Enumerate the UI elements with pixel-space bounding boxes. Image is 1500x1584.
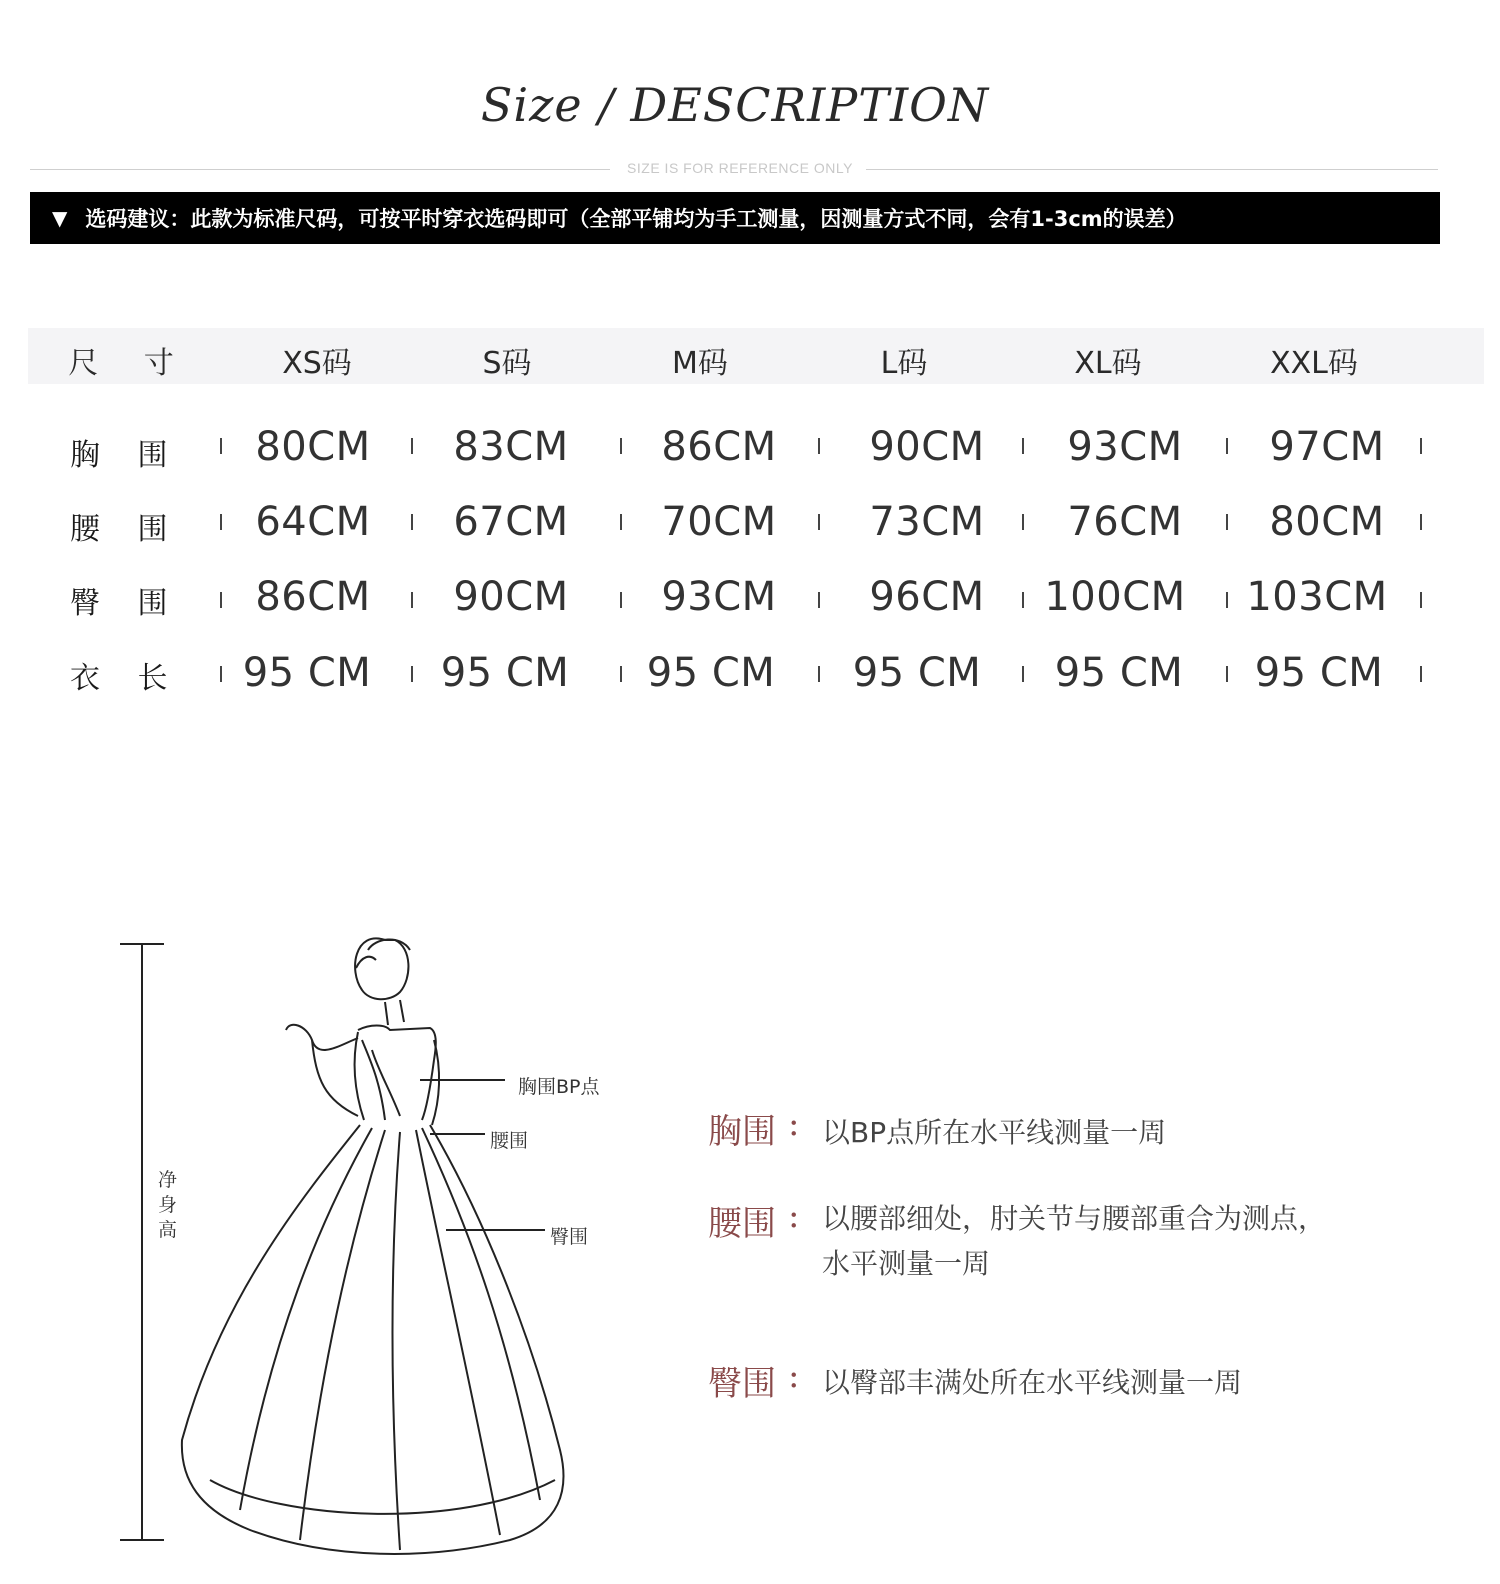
size-header-xl: XL码 bbox=[1074, 346, 1142, 381]
column-separator-tick bbox=[818, 438, 820, 454]
column-separator-tick bbox=[1226, 438, 1228, 454]
table-cell: 100CM bbox=[1044, 574, 1186, 620]
size-header-m: M码 bbox=[672, 346, 728, 381]
page-subtitle: SIZE IS FOR REFERENCE ONLY bbox=[627, 160, 853, 176]
column-separator-tick bbox=[620, 514, 622, 530]
column-separator-tick bbox=[1226, 514, 1228, 530]
table-cell: 83CM bbox=[453, 424, 569, 470]
table-cell: 93CM bbox=[661, 574, 777, 620]
guide-key-bust: 胸围 bbox=[708, 1112, 776, 1152]
triangle-down-icon: ▼ bbox=[52, 206, 68, 230]
column-separator-tick bbox=[818, 592, 820, 608]
row-label-waist: 腰 围 bbox=[70, 512, 182, 547]
table-cell: 76CM bbox=[1067, 499, 1183, 545]
column-separator-tick bbox=[1420, 438, 1422, 454]
column-separator-tick bbox=[220, 514, 222, 530]
divider-right bbox=[866, 169, 1438, 170]
guide-key-waist: 腰围 bbox=[708, 1204, 776, 1244]
table-cell: 97CM bbox=[1269, 424, 1385, 470]
column-separator-tick bbox=[220, 592, 222, 608]
column-separator-tick bbox=[818, 666, 820, 682]
column-separator-tick bbox=[411, 438, 413, 454]
column-separator-tick bbox=[1022, 666, 1024, 682]
table-cell: 86CM bbox=[255, 574, 371, 620]
guide-colon: : bbox=[788, 1196, 800, 1236]
table-cell: 95 CM bbox=[1054, 650, 1184, 696]
size-header-s: S码 bbox=[482, 346, 532, 381]
table-cell: 90CM bbox=[869, 424, 985, 470]
guide-colon: : bbox=[788, 1104, 800, 1144]
table-cell: 80CM bbox=[1269, 499, 1385, 545]
column-separator-tick bbox=[411, 592, 413, 608]
column-separator-tick bbox=[620, 592, 622, 608]
column-separator-tick bbox=[1022, 514, 1024, 530]
table-cell: 95 CM bbox=[1254, 650, 1384, 696]
table-cell: 93CM bbox=[1067, 424, 1183, 470]
column-separator-tick bbox=[1420, 592, 1422, 608]
column-separator-tick bbox=[1226, 666, 1228, 682]
column-separator-tick bbox=[220, 666, 222, 682]
column-separator-tick bbox=[1022, 438, 1024, 454]
column-separator-tick bbox=[411, 514, 413, 530]
table-cell: 90CM bbox=[453, 574, 569, 620]
figure-outline bbox=[182, 938, 564, 1554]
column-separator-tick bbox=[1420, 666, 1422, 682]
table-cell: 103CM bbox=[1246, 574, 1388, 620]
height-label: 净身高 bbox=[158, 1169, 178, 1241]
size-header-xxl: XXL码 bbox=[1270, 346, 1358, 381]
table-cell: 86CM bbox=[661, 424, 777, 470]
column-separator-tick bbox=[220, 438, 222, 454]
column-separator-tick bbox=[1420, 514, 1422, 530]
column-separator-tick bbox=[1226, 592, 1228, 608]
table-cell: 95 CM bbox=[646, 650, 776, 696]
table-cell: 95 CM bbox=[242, 650, 372, 696]
size-advice-text: 选码建议：此款为标准尺码，可按平时穿衣选码即可（全部平铺均为手工测量，因测量方式不同，会有1-3cm的误差） bbox=[85, 207, 1187, 231]
column-separator-tick bbox=[411, 666, 413, 682]
column-separator-tick bbox=[620, 438, 622, 454]
page-title: Size / DESCRIPTION bbox=[480, 78, 990, 132]
size-header-l: L码 bbox=[880, 346, 928, 381]
table-cell: 64CM bbox=[255, 499, 371, 545]
table-cell: 67CM bbox=[453, 499, 569, 545]
hip-label: 臀围 bbox=[550, 1226, 589, 1248]
column-separator-tick bbox=[620, 666, 622, 682]
guide-colon: : bbox=[788, 1356, 800, 1396]
table-cell: 95 CM bbox=[852, 650, 982, 696]
size-header-xs: XS码 bbox=[282, 346, 352, 381]
guide-text-waist: 以腰部细处，肘关节与腰部重合为测点，水平测量一周 bbox=[822, 1202, 1327, 1280]
row-label-bust: 胸 围 bbox=[70, 438, 182, 473]
guide-text-hip: 以臀部丰满处所在水平线测量一周 bbox=[822, 1366, 1243, 1399]
row-label-hip: 臀 围 bbox=[70, 586, 182, 621]
table-cell: 73CM bbox=[869, 499, 985, 545]
bust-point-label: 胸围BP点 bbox=[518, 1076, 600, 1098]
table-corner-label: 尺 寸 bbox=[68, 346, 192, 381]
size-advice-banner bbox=[30, 192, 1440, 244]
waist-label: 腰围 bbox=[490, 1130, 529, 1152]
column-separator-tick bbox=[818, 514, 820, 530]
table-cell: 95 CM bbox=[440, 650, 570, 696]
table-cell: 80CM bbox=[255, 424, 371, 470]
table-cell: 70CM bbox=[661, 499, 777, 545]
row-label-length: 衣 长 bbox=[70, 661, 182, 696]
guide-key-hip: 臀围 bbox=[708, 1364, 776, 1404]
column-separator-tick bbox=[1022, 592, 1024, 608]
divider-left bbox=[30, 169, 610, 170]
guide-text-bust: 以BP点所在水平线测量一周 bbox=[822, 1116, 1167, 1149]
table-cell: 96CM bbox=[869, 574, 985, 620]
